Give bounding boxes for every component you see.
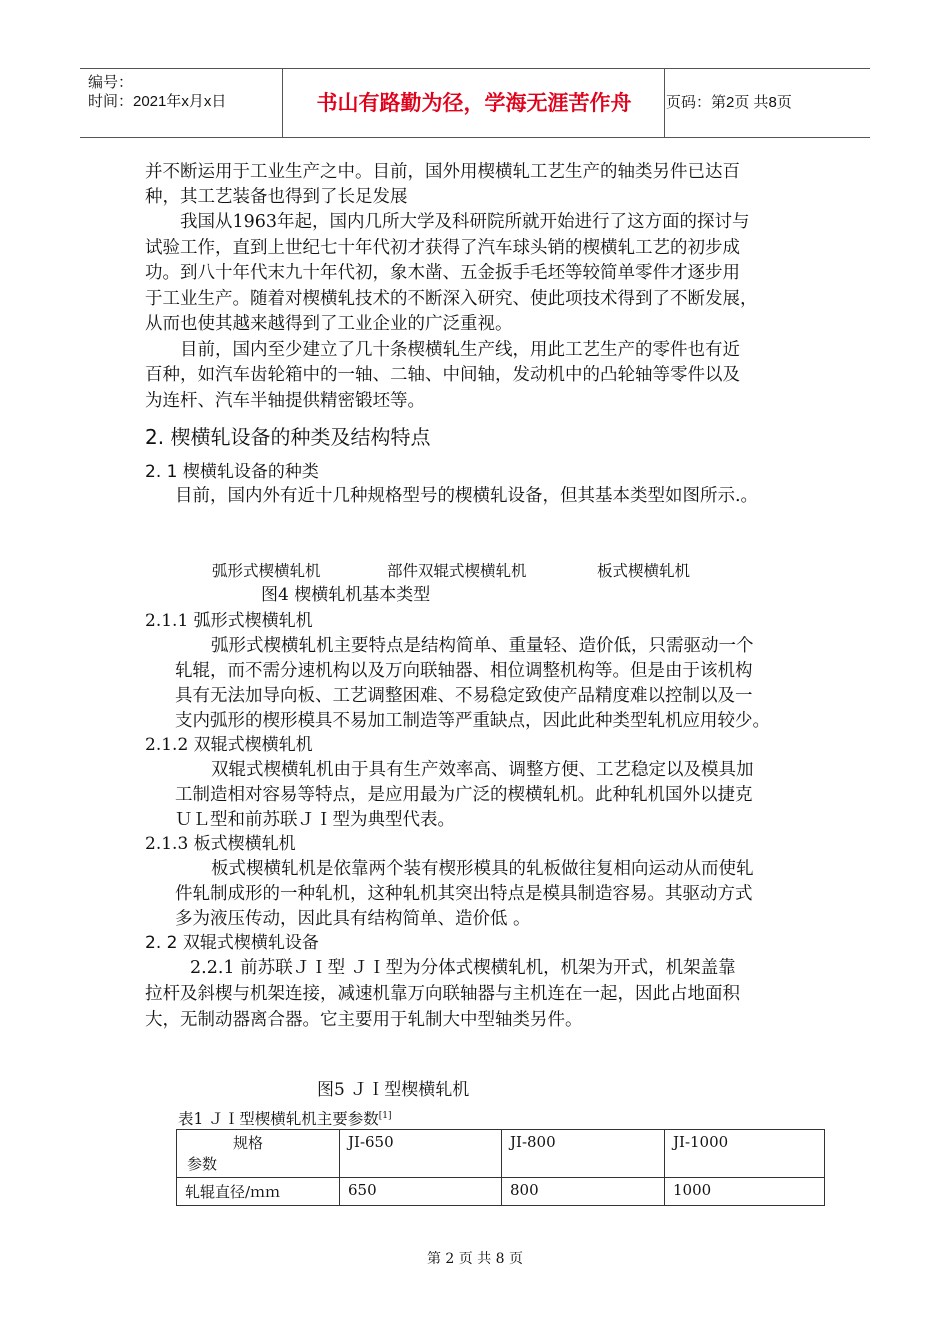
paragraph-line: 并不断运用于工业生产之中。目前，国外用楔横轧工艺生产的轴类另件已达百 xyxy=(145,162,740,182)
page-header xyxy=(80,68,870,138)
table-header-row xyxy=(177,1130,825,1178)
table-cell: 800 xyxy=(502,1178,665,1206)
header-left xyxy=(88,69,288,137)
table-cell: 650 xyxy=(340,1178,502,1206)
corner-top-label: 规格 xyxy=(233,1134,264,1152)
header-divider xyxy=(664,69,665,137)
paragraph-line: 试验工作，直到上世纪七十年代初才获得了汽车球头销的楔横轧工艺的初步成 xyxy=(145,238,740,258)
paragraph-line: 功。到八十年代末九十年代初，象木凿、五金扳手毛坯等较简单零件才逐步用 xyxy=(145,263,740,283)
header-motto: 书山有路勤为径，学海无涯苦作舟 xyxy=(316,91,632,115)
paragraph-line: 大，无制动器离合器。它主要用于轧制大中型轴类另件。 xyxy=(145,1010,583,1030)
table-caption-text: 表1 ＪＩ型楔横轧机主要参数 xyxy=(178,1110,379,1129)
document-number-label: 编号： xyxy=(88,74,134,91)
table-cell: 1000 xyxy=(665,1178,825,1206)
section-heading: 2. 楔横轧设备的种类及结构特点 xyxy=(145,425,431,449)
table-header-cell: JI-1000 xyxy=(665,1130,825,1178)
table-caption xyxy=(178,1105,392,1130)
paragraph-line: 为连杆、汽车半轴提供精密锻坯等。 xyxy=(145,391,425,411)
table-header-cell: JI-650 xyxy=(340,1130,502,1178)
paragraph-line: 从而也使其越来越得到了工业企业的广泛重视。 xyxy=(145,314,513,334)
subsubsection-heading: 2.1.1 弧形式楔横轧机 xyxy=(145,611,313,631)
paragraph-line: 板式楔横轧机是依靠两个装有楔形模具的轧板做往复相向运动从而使轧 xyxy=(211,859,754,879)
paragraph-line: 工制造相对容易等特点，是应用最为广泛的楔横轧机。此种轧机国外以捷克 xyxy=(175,785,753,805)
figure-label: 弧形式楔横轧机 xyxy=(212,562,321,580)
paragraph-line: 我国从1963年起，国内几所大学及科研院所就开始进行了这方面的探讨与 xyxy=(180,212,750,232)
paragraph-line: 百种，如汽车齿轮箱中的一轴、二轴、中间轴，发动机中的凸轮轴等零件以及 xyxy=(145,365,740,385)
subsubsection-heading: 2.1.2 双辊式楔横轧机 xyxy=(145,735,313,755)
corner-bottom-label: 参数 xyxy=(187,1155,218,1173)
table-corner-cell xyxy=(177,1130,340,1178)
subsection-heading: 2. 1 楔横轧设备的种类 xyxy=(145,462,319,482)
parameters-table xyxy=(176,1129,825,1206)
paragraph-line: 目前，国内外有近十几种规格型号的楔横轧设备，但其基本类型如图所示.。 xyxy=(175,486,759,506)
page-footer: 第 2 页 共 8 页 xyxy=(426,1251,524,1267)
paragraph-line: 支内弧形的楔形模具不易加工制造等严重缺点，因此此种类型轧机应用较少。 xyxy=(175,711,770,731)
header-page-info: 页码：第2页 共8页 xyxy=(666,94,792,111)
subsubsection-heading: 2.1.3 板式楔横轧机 xyxy=(145,834,296,854)
paragraph-line: 弧形式楔横轧机主要特点是结构简单、重量轻、造价低，只需驱动一个 xyxy=(211,636,754,656)
table-header-cell: JI-800 xyxy=(502,1130,665,1178)
figure-caption: 图4 楔横轧机基本类型 xyxy=(261,585,431,605)
subsection-heading: 2. 2 双辊式楔横轧设备 xyxy=(145,933,319,953)
paragraph-line: 件轧制成形的一种轧机，这种轧机其突出特点是模具制造容易。其驱动方式 xyxy=(175,884,753,904)
paragraph-line: 2.2.1 前苏联ＪＩ型 ＪＩ型为分体式楔横轧机，机架为开式，机架盖靠 xyxy=(190,958,736,978)
table-row xyxy=(177,1178,825,1206)
figure-caption: 图5 ＪＩ型楔横轧机 xyxy=(317,1080,470,1100)
paragraph-line: 目前，国内至少建立了几十条楔横轧生产线，用此工艺生产的零件也有近 xyxy=(180,340,740,360)
table-citation: [1] xyxy=(378,1111,392,1121)
paragraph-line: 多为液压传动，因此具有结构简单、造价低 。 xyxy=(175,909,531,929)
paragraph-line: 种，其工艺装备也得到了长足发展 xyxy=(145,187,408,207)
paragraph-line: ＵＬ型和前苏联ＪＩ型为典型代表。 xyxy=(175,810,455,830)
table-row-label: 轧辊直径/ｍｍ xyxy=(177,1178,340,1206)
figure-label: 部件双辊式楔横轧机 xyxy=(387,562,527,580)
paragraph-line: 于工业生产。随着对楔横轧技术的不断深入研究、使此项技术得到了不断发展， xyxy=(145,289,758,309)
paragraph-line: 轧辊，而不需分速机构以及万向联轴器、相位调整机构等。但是由于该机构 xyxy=(175,661,753,681)
document-date: 时间：2021年x月x日 xyxy=(88,93,227,110)
paragraph-line: 具有无法加导向板、工艺调整困难、不易稳定致使产品精度难以控制以及一 xyxy=(175,686,753,706)
paragraph-line: 拉杆及斜楔与机架连接，减速机靠万向联轴器与主机连在一起，因此占地面积 xyxy=(145,984,740,1004)
paragraph-line: 双辊式楔横轧机由于具有生产效率高、调整方便、工艺稳定以及模具加 xyxy=(211,760,754,780)
figure-label: 板式楔横轧机 xyxy=(597,562,691,580)
header-divider xyxy=(282,69,283,137)
